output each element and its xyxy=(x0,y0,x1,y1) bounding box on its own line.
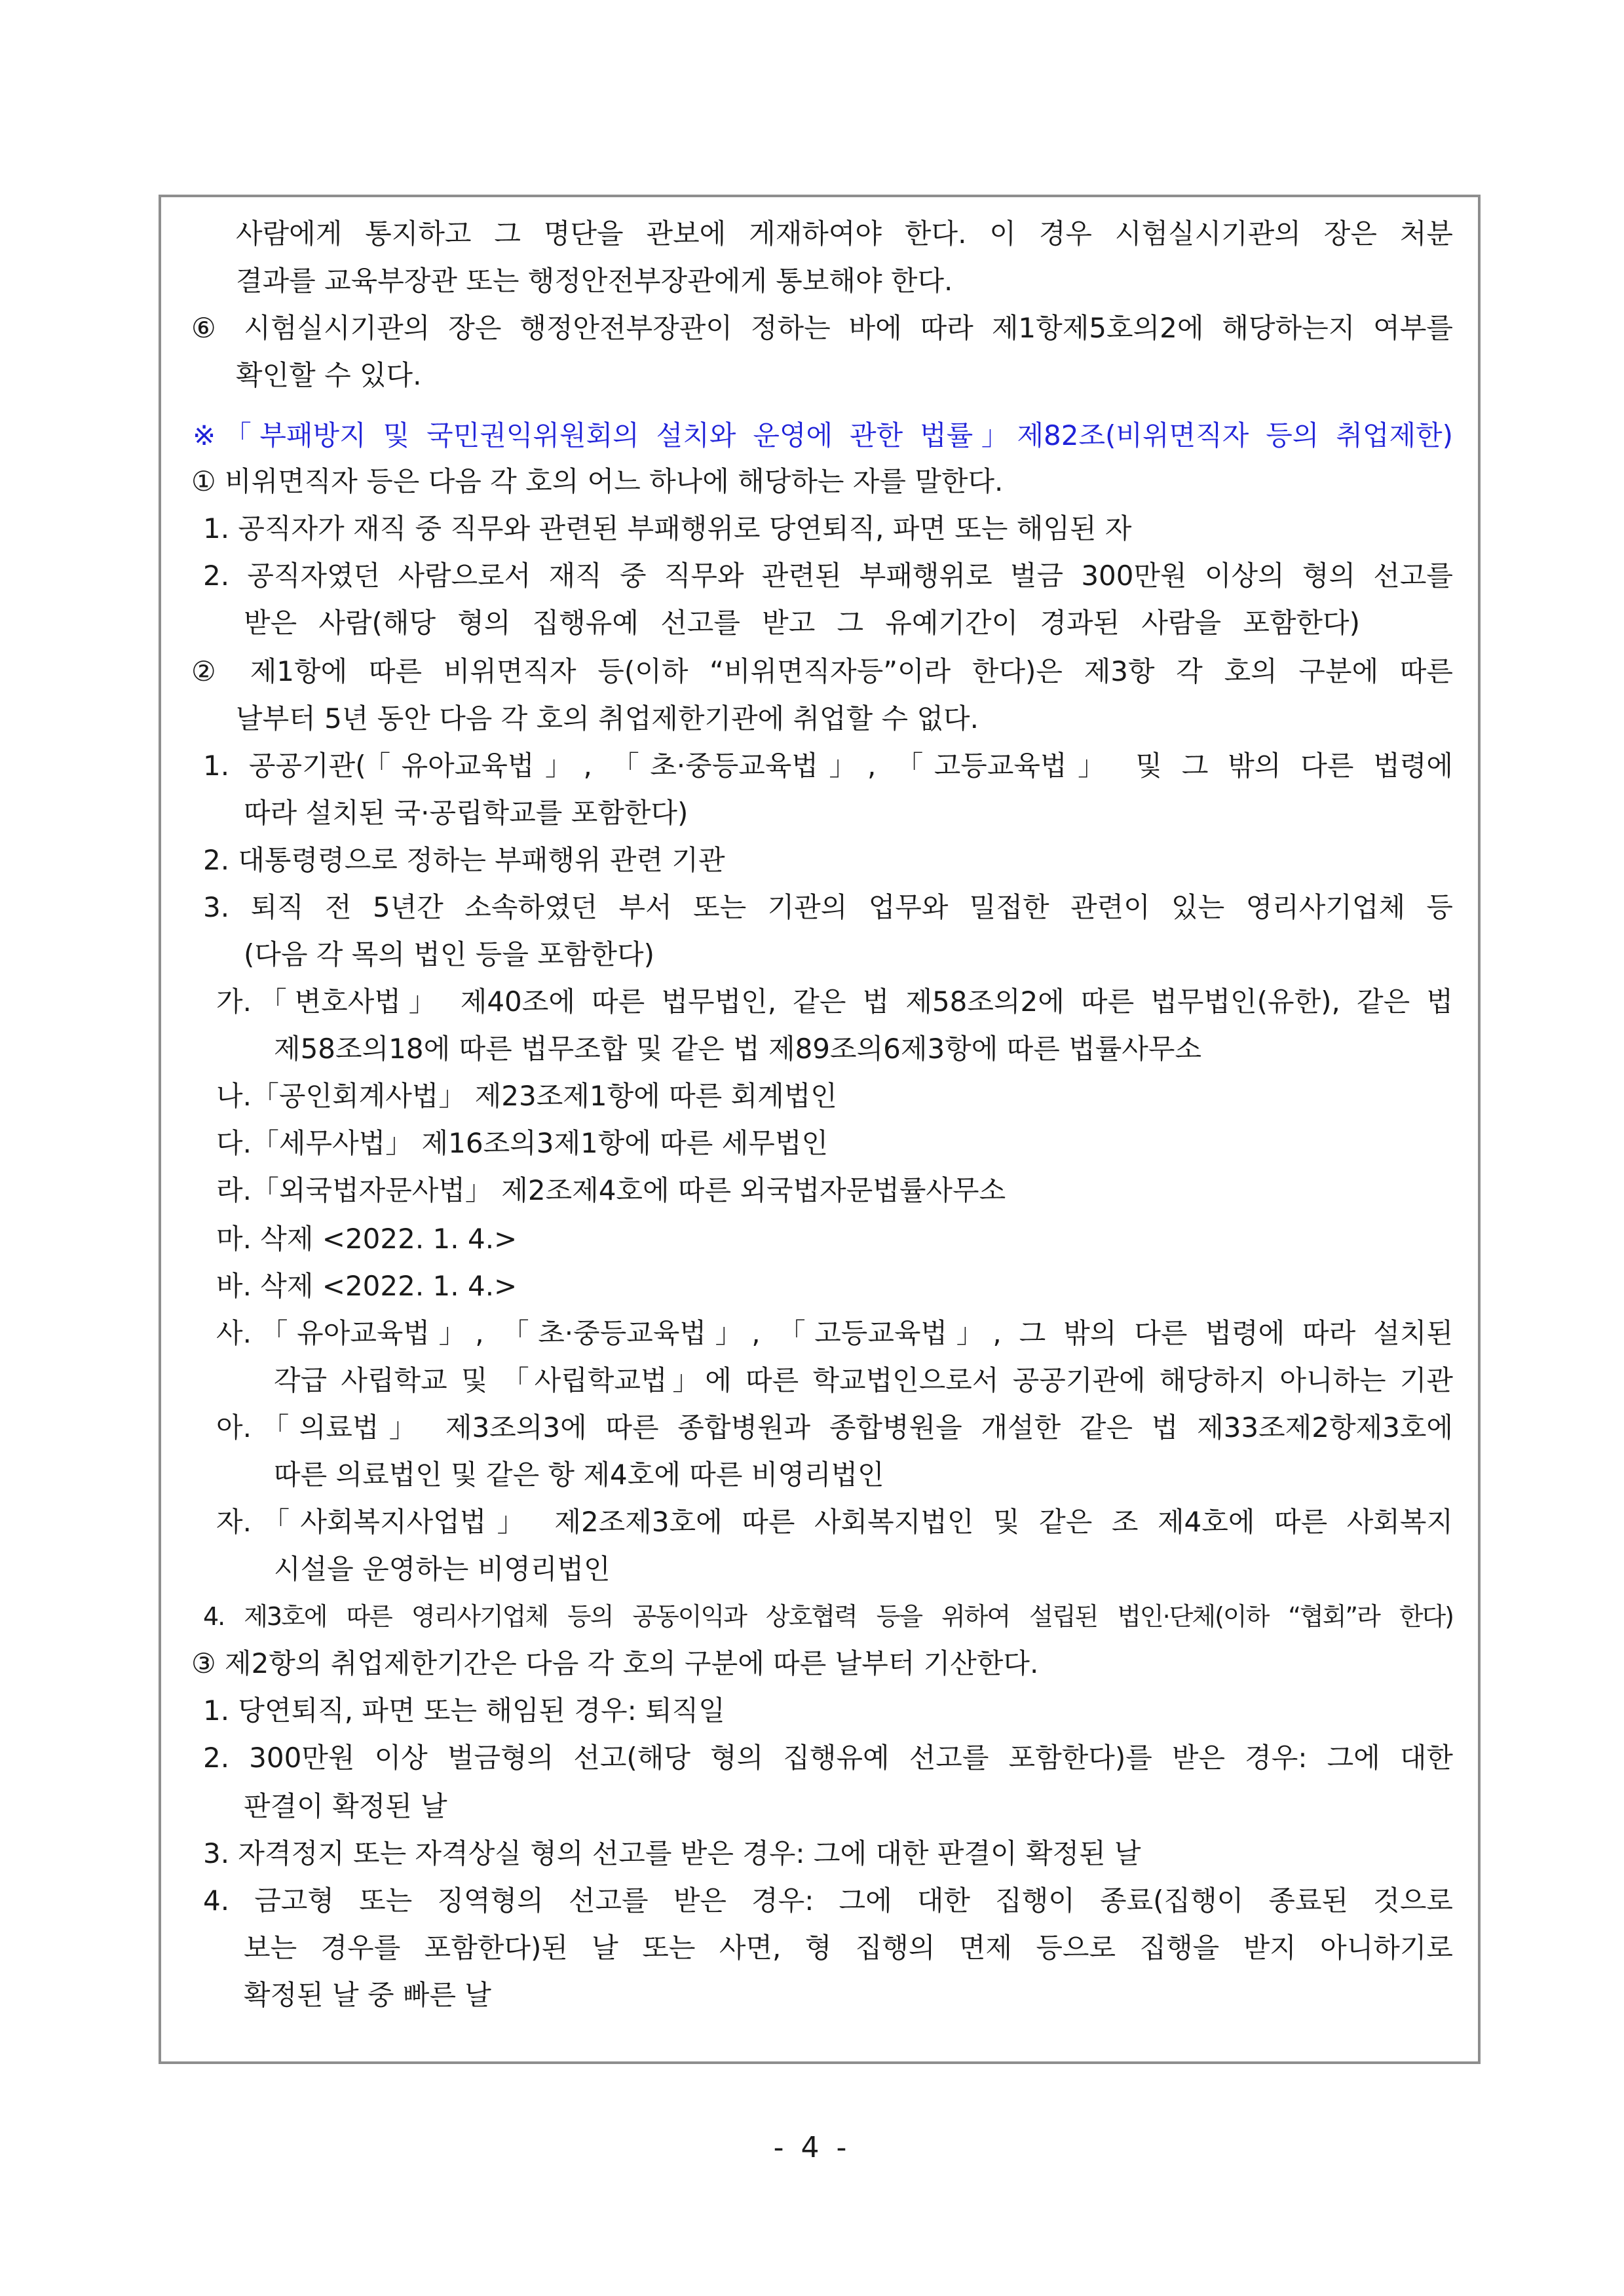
text-line xyxy=(0,1787,1624,1827)
line-text: 판결이 확정된 날 xyxy=(244,1790,447,1822)
line-text: 1. 공직자가 재직 중 직무와 관련된 부패행위로 당연퇴직, 파면 또는 해임된 자 xyxy=(203,512,1132,545)
line-text: 4. 금고형 또는 징역형의 선고를 받은 경우: 그에 대한 집행이 종료(집행이 종료된 것으로 xyxy=(203,1885,1453,1917)
line-text: 확정된 날 중 빠른 날 xyxy=(244,1979,491,2011)
line-text: 아.「의료법」 제3조의3에 따른 종합병원과 종합병원을 개설한 같은 법 제33조제2항제3호에 xyxy=(216,1411,1453,1444)
line-text: 받은 사람(해당 형의 집행유예 선고를 받고 그 유예기간이 경과된 사람을 포함한다) xyxy=(244,607,1360,639)
line-text: 1. 공공기관(「유아교육법」, 「초·중등교육법」, 「고등교육법」 및 그 밖의 다른 법령에 xyxy=(203,750,1453,782)
line-text: 확인할 수 있다. xyxy=(236,359,422,391)
line-text: 바. 삭제 <2022. 1. 4.> xyxy=(216,1270,518,1302)
text-line xyxy=(0,1691,1624,1732)
line-text: 사람에게 통지하고 그 명단을 관보에 게재하여야 한다. 이 경우 시험실시기관의 장은 처분 xyxy=(236,218,1453,250)
line-text: 2. 대통령령으로 정하는 부패행위 관련 기관 xyxy=(203,844,725,876)
line-text: ※「부패방지 및 국민권익위원회의 설치와 운영에 관한 법률」제82조(비위면직자 등의 취업제한) xyxy=(193,419,1453,451)
text-line xyxy=(0,462,1624,503)
text-line xyxy=(0,794,1624,834)
line-text: 1. 당연퇴직, 파면 또는 해임된 경우: 퇴직일 xyxy=(203,1694,725,1727)
line-text: 마. 삭제 <2022. 1. 4.> xyxy=(216,1223,518,1255)
text-line xyxy=(0,1738,1624,1779)
text-line xyxy=(0,1644,1624,1685)
line-text: ① 비위면직자 등은 다음 각 호의 어느 하나에 해당하는 자를 말한다. xyxy=(191,465,1004,497)
line-text: 사.「유아교육법」, 「초·중등교육법」, 「고등교육법」, 그 밖의 다른 법령에 따라 설치된 xyxy=(216,1317,1453,1349)
line-text: 나.「공인회계사법」 제23조제1항에 따른 회계법인 xyxy=(216,1080,837,1112)
text-line xyxy=(0,1550,1624,1590)
text-line xyxy=(0,1976,1624,2016)
text-line xyxy=(0,935,1624,976)
line-text: 자.「사회복지사업법」 제2조제3호에 따른 사회복지법인 및 같은 조 제4호에 따른 사회복지 xyxy=(216,1506,1453,1538)
line-text: 따라 설치된 국·공립학교를 포함한다) xyxy=(244,797,689,829)
text-line xyxy=(0,1597,1624,1637)
text-line xyxy=(0,356,1624,396)
line-text: 4. 제3호에 따른 영리사기업체 등의 공동이익과 상호협력 등을 위하여 설립된 법인·단체(이하 “협회”라 한다) xyxy=(203,1602,1453,1631)
line-text: 다.「세무사법」 제16조의3제1항에 따른 세무법인 xyxy=(216,1127,829,1159)
text-line xyxy=(0,214,1624,255)
line-text: 따른 의료법인 및 같은 항 제4호에 따른 비영리법인 xyxy=(274,1459,884,1491)
line-text: ⑥ 시험실시기관의 장은 행정안전부장관이 정하는 바에 따라 제1항제5호의2에 해당하는지 여부를 xyxy=(191,312,1453,344)
text-line xyxy=(0,1502,1624,1543)
law-heading xyxy=(0,416,1624,457)
line-text: 3. 자격정지 또는 자격상실 형의 선고를 받은 경우: 그에 대한 판결이 확정된 날 xyxy=(203,1837,1141,1869)
text-line xyxy=(0,1029,1624,1070)
line-text: 라.「외국법자문사법」 제2조제4호에 따른 외국법자문법률사무소 xyxy=(216,1174,1006,1206)
text-line xyxy=(0,603,1624,644)
line-text: 보는 경우를 포함한다)된 날 또는 사면, 형 집행의 면제 등으로 집행을 받지 아니하기로 xyxy=(244,1932,1453,1964)
text-line xyxy=(0,1408,1624,1449)
text-line xyxy=(0,309,1624,349)
text-line xyxy=(0,1834,1624,1875)
line-text: 가.「변호사법」 제40조에 따른 법무법인, 같은 법 제58조의2에 따른 법무법인(유한), 같은 법 xyxy=(216,985,1453,1018)
text-line xyxy=(0,556,1624,597)
text-line xyxy=(0,652,1624,693)
line-text: 각급 사립학교 및 「사립학교법」에 따른 학교법인으로서 공공기관에 해당하지 아니하는 기관 xyxy=(274,1364,1453,1396)
text-line xyxy=(0,888,1624,928)
line-text: 2. 300만원 이상 벌금형의 선고(해당 형의 집행유예 선고를 포함한다)를 받은 경우: 그에 대한 xyxy=(203,1742,1453,1774)
line-text: 제58조의18에 따른 법무조합 및 같은 법 제89조의6제3항에 따른 법률사무소 xyxy=(274,1033,1202,1065)
text-line xyxy=(0,1219,1624,1260)
text-line xyxy=(0,1455,1624,1496)
text-line xyxy=(0,1881,1624,1922)
text-line xyxy=(0,746,1624,787)
line-text: ③ 제2항의 취업제한기간은 다음 각 호의 구분에 따른 날부터 기산한다. xyxy=(191,1647,1039,1679)
text-line xyxy=(0,1124,1624,1164)
page-number: - 4 - xyxy=(773,2131,851,2164)
text-line xyxy=(0,1077,1624,1117)
text-line xyxy=(0,1361,1624,1402)
text-line xyxy=(0,261,1624,302)
text-line xyxy=(0,841,1624,881)
line-text: ② 제1항에 따른 비위면직자 등(이하 “비위면직자등”이라 한다)은 제3항 각 호의 구분에 따른 xyxy=(191,655,1453,687)
text-line xyxy=(0,699,1624,740)
text-line xyxy=(0,982,1624,1023)
text-line xyxy=(0,1267,1624,1307)
line-text: 2. 공직자였던 사람으로서 재직 중 직무와 관련된 부패행위로 벌금 300만원 이상의 형의 선고를 xyxy=(203,560,1453,592)
line-text: 결과를 교육부장관 또는 행정안전부장관에게 통보해야 한다. xyxy=(236,265,953,297)
line-text: 날부터 5년 동안 다음 각 호의 취업제한기관에 취업할 수 없다. xyxy=(236,702,979,735)
text-line xyxy=(0,1928,1624,1969)
line-text: (다음 각 목의 법인 등을 포함한다) xyxy=(244,938,654,970)
text-line xyxy=(0,1171,1624,1212)
text-line xyxy=(0,509,1624,550)
line-text: 시설을 운영하는 비영리법인 xyxy=(274,1553,611,1585)
line-text: 3. 퇴직 전 5년간 소속하였던 부서 또는 기관의 업무와 밀접한 관련이 있는 영리사기업체 등 xyxy=(203,891,1453,923)
text-line xyxy=(0,1314,1624,1354)
